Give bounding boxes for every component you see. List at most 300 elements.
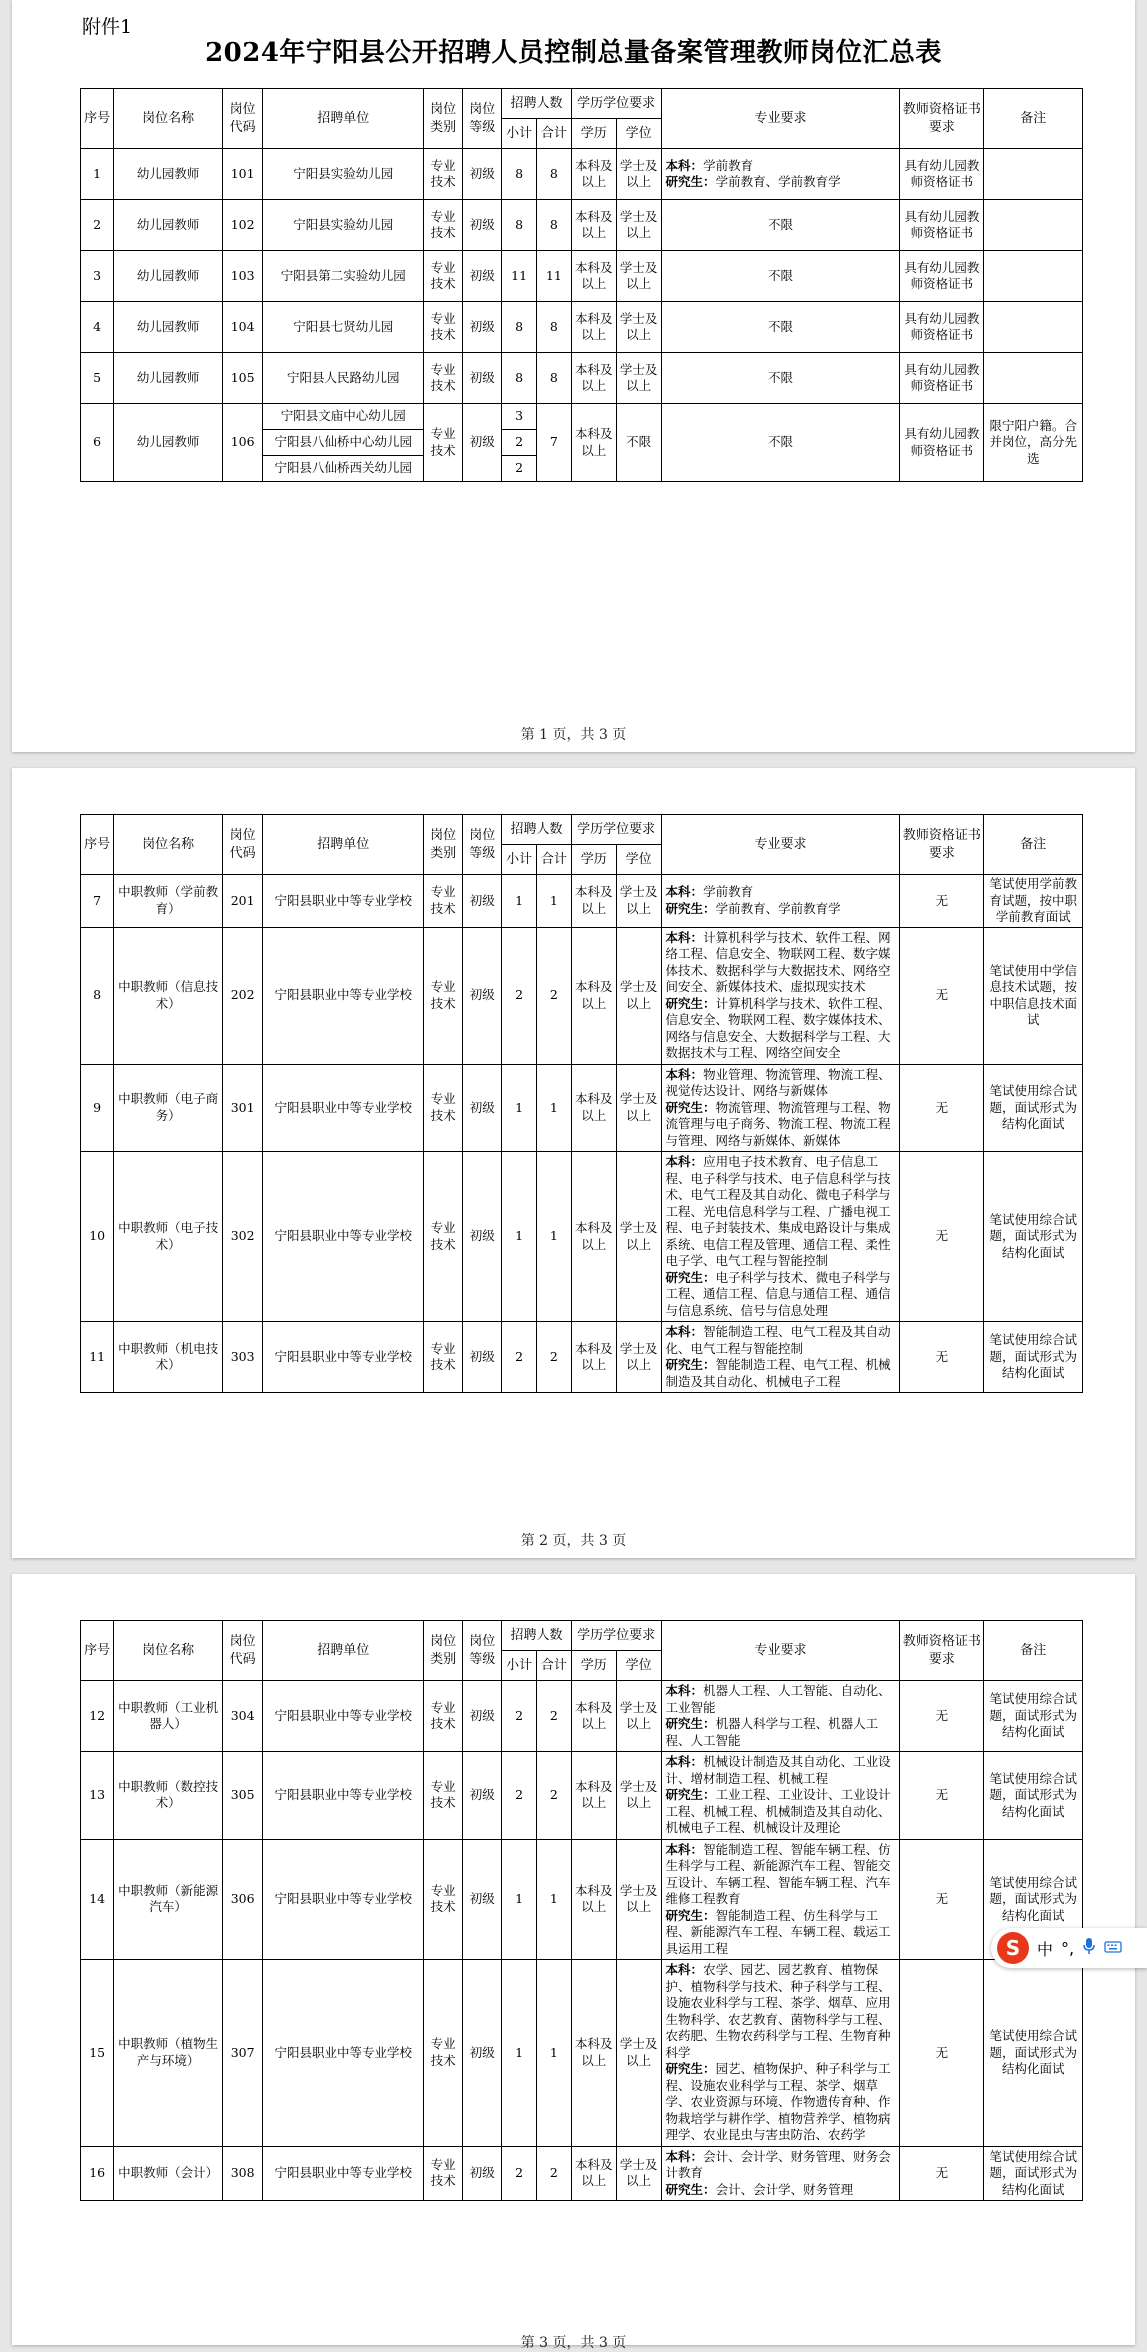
major-requirement (661, 1960, 900, 2147)
header-degree: 学位 (616, 119, 661, 149)
edu-cell: 本科及以上 (571, 200, 616, 251)
post-name-cell: 中职教师（数控技术） (114, 1752, 223, 1840)
unit-cell: 宁阳县职业中等专业学校 (263, 1322, 424, 1393)
unit-cell: 宁阳县职业中等专业学校 (263, 875, 424, 928)
level-cell: 初级 (463, 353, 502, 404)
header-level: 岗位等级 (463, 815, 502, 875)
major-requirement: 不限 (661, 353, 900, 404)
ime-language-toggle[interactable]: 中 (1037, 1939, 1054, 1959)
header-total: 合计 (537, 845, 572, 875)
major-line-text: 物业管理、物流管理、物流工程、视觉传达设计、网络与新媒体 (665, 1066, 891, 1098)
major-line-text: 物流管理、物流管理与工程、物流管理与电子商务、物流工程、物流工程与管理、网络与新媒体、新媒体 (665, 1099, 891, 1148)
edu-cell: 本科及以上 (571, 1322, 616, 1393)
major-line (666, 1154, 896, 1270)
post-name-cell: 中职教师（学前教育） (114, 875, 223, 928)
degree-cell: 学士及以上 (616, 149, 661, 200)
remark-cell: 笔试使用综合试题，面试形式为结构化面试 (984, 2146, 1083, 2201)
remark-cell: 笔试使用综合试题，面试形式为结构化面试 (984, 1681, 1083, 1752)
post-code-cell: 308 (222, 2146, 263, 2201)
edu-cell: 本科及以上 (571, 353, 616, 404)
edu-cell: 本科及以上 (571, 1064, 616, 1152)
header-category: 岗位类别 (424, 1621, 463, 1681)
header-post-name: 岗位名称 (114, 815, 223, 875)
header-edu: 学历 (571, 845, 616, 875)
unit-cell: 宁阳县实验幼儿园 (263, 200, 424, 251)
positions-table-page-1 (80, 88, 1083, 482)
post-code-cell: 304 (222, 1681, 263, 1752)
degree-cell: 学士及以上 (616, 251, 661, 302)
remark-cell (984, 302, 1083, 353)
remark-cell: 笔试使用综合试题，面试形式为结构化面试 (984, 1064, 1083, 1152)
unit-cell: 宁阳县职业中等专业学校 (263, 2146, 424, 2201)
ime-punctuation-toggle[interactable]: °, (1061, 1938, 1075, 1958)
subtotal-cell: 8 (502, 353, 537, 404)
seq-cell: 12 (81, 1681, 114, 1752)
header-edu: 学历 (571, 1651, 616, 1681)
category-cell: 专业技术 (424, 1960, 463, 2147)
cert-cell: 具有幼儿园教师资格证书 (900, 200, 984, 251)
cert-cell: 具有幼儿园教师资格证书 (900, 149, 984, 200)
edu-cell: 本科及以上 (571, 1152, 616, 1322)
category-cell: 专业技术 (424, 1064, 463, 1152)
total-cell: 8 (537, 353, 572, 404)
table-row (81, 404, 1083, 430)
remark-cell (984, 251, 1083, 302)
total-cell: 8 (537, 302, 572, 353)
major-line-text: 学前教育、学前教育学 (715, 900, 841, 916)
seq-cell: 16 (81, 2146, 114, 2201)
major-line-key: 本科： (665, 1841, 704, 1857)
header-major: 专业要求 (661, 89, 900, 149)
seq-cell: 15 (81, 1960, 114, 2147)
degree-cell: 学士及以上 (616, 1152, 661, 1322)
header-edu-req: 学历学位要求 (571, 1621, 661, 1651)
major-line (666, 901, 896, 918)
subtotal-cell: 2 (502, 1752, 537, 1840)
unit-cell: 宁阳县职业中等专业学校 (263, 927, 424, 1064)
degree-cell: 学士及以上 (616, 1681, 661, 1752)
major-line (666, 1716, 896, 1749)
post-name-cell: 幼儿园教师 (114, 149, 223, 200)
remark-cell: 笔试使用综合试题，面试形式为结构化面试 (984, 1839, 1083, 1960)
major-line (666, 174, 896, 191)
major-requirement (661, 1322, 900, 1393)
header-remark: 备注 (984, 89, 1083, 149)
major-line (666, 158, 896, 175)
header-category: 岗位类别 (424, 89, 463, 149)
seq-cell: 14 (81, 1839, 114, 1960)
cert-cell: 具有幼儿园教师资格证书 (900, 404, 984, 482)
major-line-text: 机器人工程、人工智能、自动化、工业智能 (665, 1683, 891, 1715)
seq-cell: 6 (81, 404, 114, 482)
post-name-cell: 中职教师（工业机器人） (114, 1681, 223, 1752)
edu-cell: 本科及以上 (571, 149, 616, 200)
major-requirement (661, 1152, 900, 1322)
subtotal-cell: 2 (502, 927, 537, 1064)
post-name-cell: 幼儿园教师 (114, 251, 223, 302)
major-line-key: 研究生： (665, 1269, 716, 1285)
table-row (81, 353, 1083, 404)
edu-cell: 本科及以上 (571, 1839, 616, 1960)
major-line-key: 本科： (665, 929, 704, 945)
major-line (666, 1787, 896, 1837)
header-edu-req: 学历学位要求 (571, 815, 661, 845)
page-1 (12, 0, 1135, 752)
unit-cell: 宁阳县职业中等专业学校 (263, 1839, 424, 1960)
major-line (666, 884, 896, 901)
edu-cell: 本科及以上 (571, 1752, 616, 1840)
unit-cell: 宁阳县八仙桥中心幼儿园 (263, 430, 424, 456)
subtotal-cell: 2 (502, 1681, 537, 1752)
table-row (81, 927, 1083, 1064)
seq-cell: 8 (81, 927, 114, 1064)
post-code-cell: 306 (222, 1839, 263, 1960)
page-footer: 第 3 页，共 3 页 (520, 2335, 627, 2351)
unit-cell: 宁阳县职业中等专业学校 (263, 1752, 424, 1840)
major-line (666, 1100, 896, 1150)
level-cell: 初级 (463, 1681, 502, 1752)
header-edu-req: 学历学位要求 (571, 89, 661, 119)
major-line (666, 1270, 896, 1320)
total-cell: 1 (537, 1152, 572, 1322)
major-line-text: 智能制造工程、智能车辆工程、仿生科学与工程、新能源汽车工程、智能交互设计、车辆工程、智能车辆工程、汽车维修工程教育 (665, 1841, 891, 1906)
category-cell: 专业技术 (424, 1752, 463, 1840)
cert-cell: 无 (900, 1064, 984, 1152)
annex-label: 附件1 (82, 16, 133, 38)
edu-cell: 本科及以上 (571, 927, 616, 1064)
degree-cell: 学士及以上 (616, 1960, 661, 2147)
degree-cell: 学士及以上 (616, 1064, 661, 1152)
major-line-text: 机械设计制造及其自动化、工业设计、增材制造工程、机械工程 (665, 1754, 891, 1786)
category-cell: 专业技术 (424, 353, 463, 404)
header-total: 合计 (537, 1651, 572, 1681)
seq-cell: 2 (81, 200, 114, 251)
subtotal-cell: 8 (502, 302, 537, 353)
major-line-text: 园艺、植物保护、种子科学与工程、设施农业科学与工程、茶学、烟草学、农业资源与环境、作物遗传育种、作物栽培学与耕作学、植物营养学、植物病理学、农业昆虫与害虫防治、农药学 (665, 2061, 891, 2142)
keyboard-icon[interactable] (1104, 1939, 1122, 1958)
subtotal-cell: 2 (502, 2146, 537, 2201)
degree-cell: 学士及以上 (616, 1839, 661, 1960)
header-unit: 招聘单位 (263, 1621, 424, 1681)
major-line-key: 本科： (665, 1683, 704, 1698)
major-line (666, 2061, 896, 2144)
subtotal-cell: 2 (502, 1322, 537, 1393)
edu-cell: 本科及以上 (571, 1681, 616, 1752)
category-cell: 专业技术 (424, 404, 463, 482)
table-row (81, 251, 1083, 302)
category-cell: 专业技术 (424, 149, 463, 200)
header-post-name: 岗位名称 (114, 1621, 223, 1681)
header-edu: 学历 (571, 119, 616, 149)
page-3 (12, 1574, 1135, 2351)
unit-cell: 宁阳县职业中等专业学校 (263, 1152, 424, 1322)
level-cell: 初级 (463, 1752, 502, 1840)
header-row (81, 89, 1083, 119)
ime-logo-icon[interactable]: S (997, 1932, 1029, 1964)
major-requirement (661, 1839, 900, 1960)
major-line-text: 工业工程、工业设计、工业设计工程、机械工程、机械制造及其自动化、机械电子工程、机械设计及理论 (665, 1787, 891, 1835)
header-cert: 教师资格证书要求 (900, 815, 984, 875)
post-code-cell: 102 (222, 200, 263, 251)
cert-cell: 无 (900, 1152, 984, 1322)
header-level: 岗位等级 (463, 89, 502, 149)
major-requirement: 不限 (661, 302, 900, 353)
header-post-code: 岗位代码 (222, 89, 263, 149)
major-requirement (661, 2146, 900, 2201)
subtotal-cell: 2 (502, 430, 537, 456)
level-cell: 初级 (463, 149, 502, 200)
unit-cell: 宁阳县人民路幼儿园 (263, 353, 424, 404)
major-line (666, 1067, 896, 1100)
table-row (81, 1839, 1083, 1960)
level-cell: 初级 (463, 875, 502, 928)
table-row (81, 1960, 1083, 2147)
ime-toolbar[interactable] (991, 1928, 1147, 1968)
remark-cell: 笔试使用综合试题，面试形式为结构化面试 (984, 1152, 1083, 1322)
post-name-cell: 中职教师（机电技术） (114, 1322, 223, 1393)
major-line-text: 机器人科学与工程、机器人工程、人工智能 (665, 1716, 879, 1748)
degree-cell: 学士及以上 (616, 875, 661, 928)
seq-cell: 1 (81, 149, 114, 200)
page-footer: 第 1 页，共 3 页 (520, 727, 627, 743)
total-cell: 2 (537, 1322, 572, 1393)
post-name-cell: 中职教师（电子商务） (114, 1064, 223, 1152)
major-line-key: 本科： (665, 1066, 704, 1082)
table-row (81, 1681, 1083, 1752)
post-code-cell: 106 (222, 404, 263, 482)
major-line-text: 农学、园艺、园艺教育、植物保护、植物科学与技术、种子科学与工程、设施农业科学与工程、茶学、烟草、应用生物科学、农艺教育、菌物科学与工程、农药肥、生物农药科学与工程、生物育种科学 (665, 1962, 891, 2060)
level-cell: 初级 (463, 1064, 502, 1152)
cert-cell: 无 (900, 927, 984, 1064)
header-subtotal: 小计 (502, 119, 537, 149)
cert-cell: 无 (900, 1752, 984, 1840)
subtotal-cell: 1 (502, 1064, 537, 1152)
major-line-text: 智能制造工程、电气工程、机械制造及其自动化、机械电子工程 (665, 1357, 891, 1389)
cert-cell: 具有幼儿园教师资格证书 (900, 251, 984, 302)
table-row (81, 149, 1083, 200)
major-line-key: 研究生： (665, 1357, 716, 1372)
post-name-cell: 中职教师（会计） (114, 2146, 223, 2201)
header-seq: 序号 (81, 1621, 114, 1681)
table-row (81, 2146, 1083, 2201)
major-line-text: 计算机科学与技术、软件工程、网络工程、信息安全、物联网工程、数字媒体技术、数据科学与大数据技术、网络空间安全、新媒体技术、虚拟现实技术 (665, 929, 891, 994)
header-major: 专业要求 (661, 1621, 900, 1681)
edu-cell: 本科及以上 (571, 251, 616, 302)
subtotal-cell: 1 (502, 1152, 537, 1322)
major-line-key: 本科： (665, 884, 704, 900)
seq-cell: 4 (81, 302, 114, 353)
major-line-key: 本科： (665, 2148, 704, 2164)
remark-cell: 笔试使用中学信息技术试题，按中职信息技术面试 (984, 927, 1083, 1064)
post-code-cell: 104 (222, 302, 263, 353)
degree-cell: 学士及以上 (616, 1322, 661, 1393)
major-line-text: 学前教育、学前教育学 (715, 174, 841, 189)
subtotal-cell: 11 (502, 251, 537, 302)
major-requirement (661, 1681, 900, 1752)
subtotal-cell: 2 (502, 456, 537, 482)
post-name-cell: 中职教师（电子技术） (114, 1152, 223, 1322)
unit-cell: 宁阳县职业中等专业学校 (263, 1064, 424, 1152)
seq-cell: 5 (81, 353, 114, 404)
table-row (81, 302, 1083, 353)
total-cell: 2 (537, 2146, 572, 2201)
header-cert: 教师资格证书要求 (900, 89, 984, 149)
level-cell: 初级 (463, 927, 502, 1064)
positions-table-page-2 (80, 814, 1083, 1393)
remark-cell (984, 353, 1083, 404)
degree-cell: 不限 (616, 404, 661, 482)
category-cell: 专业技术 (424, 302, 463, 353)
seq-cell: 13 (81, 1752, 114, 1840)
header-count: 招聘人数 (502, 89, 572, 119)
total-cell: 2 (537, 1681, 572, 1752)
unit-cell: 宁阳县第二实验幼儿园 (263, 251, 424, 302)
major-requirement (661, 927, 900, 1064)
major-line-key: 研究生： (665, 1907, 716, 1923)
seq-cell: 10 (81, 1152, 114, 1322)
header-degree: 学位 (616, 1651, 661, 1681)
total-cell: 1 (537, 1839, 572, 1960)
post-code-cell: 303 (222, 1322, 263, 1393)
major-line-text: 应用电子技术教育、电子信息工程、电子科学与技术、电子信息科学与技术、电气工程及其自动化、微电子科学与工程、光电信息科学与工程、广播电视工程、电子封装技术、集成电路设计与集成系统、电信工程及管理、通信工程、柔性电子学、电气工程与智能控制 (665, 1154, 891, 1268)
subtotal-cell: 1 (502, 875, 537, 928)
total-cell: 8 (537, 200, 572, 251)
remark-cell: 限宁阳户籍。合并岗位，高分先选 (984, 404, 1083, 482)
major-line (666, 1683, 896, 1716)
major-line-key: 研究生： (665, 1099, 716, 1115)
total-cell: 7 (537, 404, 572, 482)
header-seq: 序号 (81, 89, 114, 149)
major-line-key: 本科： (665, 1962, 704, 1977)
major-line-text: 会计、会计学、财务管理、财务会计教育 (665, 2148, 891, 2180)
category-cell: 专业技术 (424, 875, 463, 928)
unit-cell: 宁阳县八仙桥西关幼儿园 (263, 456, 424, 482)
header-subtotal: 小计 (502, 845, 537, 875)
post-code-cell: 105 (222, 353, 263, 404)
table-row (81, 1064, 1083, 1152)
header-category: 岗位类别 (424, 815, 463, 875)
level-cell: 初级 (463, 1960, 502, 2147)
subtotal-cell: 1 (502, 1839, 537, 1960)
total-cell: 11 (537, 251, 572, 302)
major-line-key: 研究生： (665, 1716, 716, 1731)
header-post-name: 岗位名称 (114, 89, 223, 149)
major-requirement: 不限 (661, 200, 900, 251)
table-row (81, 1322, 1083, 1393)
table-row (81, 1152, 1083, 1322)
header-total: 合计 (537, 119, 572, 149)
cert-cell: 无 (900, 875, 984, 928)
remark-cell: 笔试使用综合试题，面试形式为结构化面试 (984, 1752, 1083, 1840)
level-cell: 初级 (463, 2146, 502, 2201)
subtotal-cell: 3 (502, 404, 537, 430)
major-line-key: 本科： (665, 1154, 704, 1169)
major-line-key: 本科： (665, 1754, 704, 1769)
total-cell: 1 (537, 1960, 572, 2147)
table-row (81, 875, 1083, 928)
post-name-cell: 幼儿园教师 (114, 200, 223, 251)
document-title: 2024年宁阳县公开招聘人员控制总量备案管理教师岗位汇总表 (205, 38, 942, 68)
major-line (666, 1962, 896, 2061)
post-code-cell: 101 (222, 149, 263, 200)
page-footer: 第 2 页，共 3 页 (520, 1533, 627, 1549)
major-line-text: 智能制造工程、电气工程及其自动化、电气工程与智能控制 (665, 1324, 891, 1356)
post-name-cell: 中职教师（新能源汽车） (114, 1839, 223, 1960)
major-line-key: 研究生： (665, 2061, 716, 2076)
level-cell: 初级 (463, 251, 502, 302)
header-post-code: 岗位代码 (222, 815, 263, 875)
subtotal-cell: 8 (502, 200, 537, 251)
degree-cell: 学士及以上 (616, 1752, 661, 1840)
major-line (666, 1324, 896, 1357)
degree-cell: 学士及以上 (616, 927, 661, 1064)
seq-cell: 9 (81, 1064, 114, 1152)
major-line (666, 1908, 896, 1958)
major-line (666, 930, 896, 996)
unit-cell: 宁阳县职业中等专业学校 (263, 1960, 424, 2147)
major-line-text: 学前教育 (703, 884, 754, 900)
seq-cell: 11 (81, 1322, 114, 1393)
category-cell: 专业技术 (424, 927, 463, 1064)
category-cell: 专业技术 (424, 200, 463, 251)
major-requirement: 不限 (661, 404, 900, 482)
header-level: 岗位等级 (463, 1621, 502, 1681)
level-cell: 初级 (463, 1152, 502, 1322)
degree-cell: 学士及以上 (616, 353, 661, 404)
major-line (666, 1754, 896, 1787)
major-requirement (661, 149, 900, 200)
category-cell: 专业技术 (424, 2146, 463, 2201)
cert-cell: 无 (900, 1839, 984, 1960)
category-cell: 专业技术 (424, 1322, 463, 1393)
total-cell: 2 (537, 1752, 572, 1840)
post-code-cell: 302 (222, 1152, 263, 1322)
positions-table-page-3 (80, 1620, 1083, 2201)
total-cell: 1 (537, 1064, 572, 1152)
edu-cell: 本科及以上 (571, 404, 616, 482)
header-seq: 序号 (81, 815, 114, 875)
cert-cell: 无 (900, 1322, 984, 1393)
cert-cell: 无 (900, 1960, 984, 2147)
microphone-icon[interactable] (1082, 1937, 1096, 1959)
major-line-key: 研究生： (665, 995, 716, 1011)
major-line-text: 学前教育 (703, 157, 754, 173)
level-cell: 初级 (463, 1839, 502, 1960)
degree-cell: 学士及以上 (616, 302, 661, 353)
major-requirement (661, 1752, 900, 1840)
degree-cell: 学士及以上 (616, 200, 661, 251)
major-line-key: 研究生： (665, 2181, 716, 2197)
post-name-cell: 中职教师（植物生产与环境） (114, 1960, 223, 2147)
level-cell: 初级 (463, 200, 502, 251)
major-line-text: 会计、会计学、财务管理 (715, 2181, 854, 2197)
post-code-cell: 103 (222, 251, 263, 302)
major-line-text: 电子科学与技术、微电子科学与工程、通信工程、信息与通信工程、通信与信息系统、信号与信息处理 (665, 1269, 891, 1318)
remark-cell: 笔试使用综合试题，面试形式为结构化面试 (984, 1960, 1083, 2147)
table-row (81, 1752, 1083, 1840)
header-subtotal: 小计 (502, 1651, 537, 1681)
major-line-text: 智能制造工程、仿生科学与工程、新能源汽车工程、车辆工程、载运工具运用工程 (665, 1907, 891, 1956)
category-cell: 专业技术 (424, 1681, 463, 1752)
major-requirement (661, 875, 900, 928)
post-code-cell: 301 (222, 1064, 263, 1152)
major-line (666, 996, 896, 1062)
unit-cell: 宁阳县实验幼儿园 (263, 149, 424, 200)
category-cell: 专业技术 (424, 251, 463, 302)
remark-cell (984, 149, 1083, 200)
page-2 (12, 768, 1135, 1558)
major-requirement (661, 1064, 900, 1152)
